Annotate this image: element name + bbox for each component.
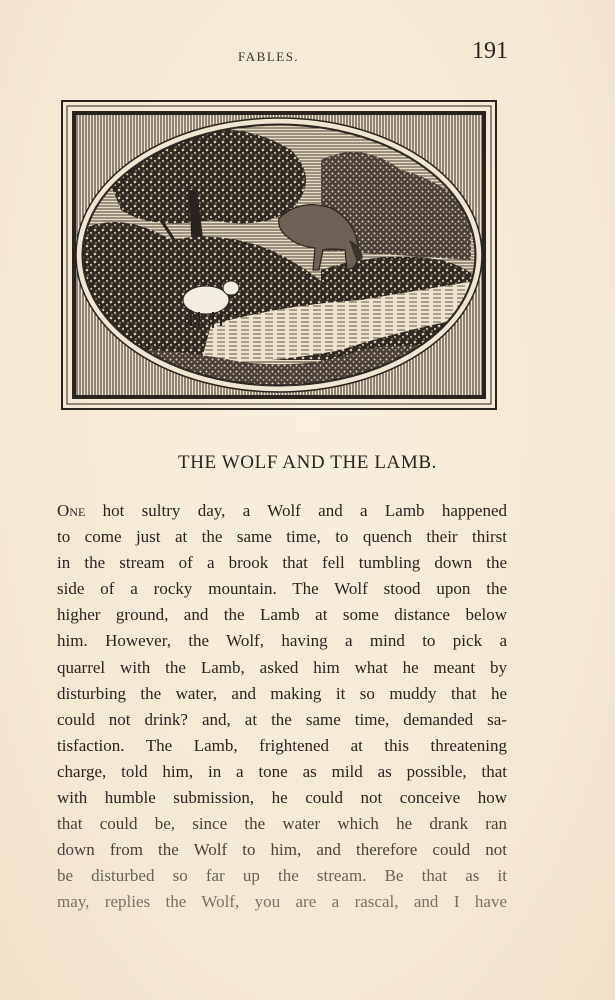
fable-line: may, replies the Wolf, you are a rascal, and I have	[57, 892, 507, 912]
fable-line: down from the Wolf to him, and therefore could not	[57, 840, 507, 860]
fable-line: with humble submission, he could not conceive how	[57, 788, 507, 808]
running-head	[0, 38, 615, 68]
fable-title: THE WOLF AND THE LAMB.	[178, 452, 437, 473]
section-title: FABLES.	[238, 49, 300, 64]
fable-line: charge, told him, in a tone as mild as possible, that	[57, 761, 507, 781]
fable-line: to come just at the same time, to quench their thirst	[57, 527, 507, 547]
fable-line: tisfaction. The Lamb, frightened at this threatening	[57, 735, 507, 755]
fable-line: side of a rocky mountain. The Wolf stood upon the	[57, 579, 507, 599]
fable-line: disturbing the water, and making it so muddy that he	[57, 683, 507, 703]
fable-line: in the stream of a brook that fell tumbling down the	[57, 553, 507, 573]
fable-line: higher ground, and the Lamb at some distance below	[57, 605, 507, 625]
engraving-svg	[61, 100, 497, 410]
fable-line: One hot sultry day, a Wolf and a Lamb happened	[57, 501, 507, 520]
fable-line: him. However, the Wolf, having a mind to pick a	[57, 631, 507, 651]
fable-line: could not drink? and, at the same time, demanded sa-	[57, 709, 507, 729]
opening-word: One	[57, 501, 86, 520]
fable-body	[57, 498, 507, 916]
fable-line: that could be, since the water which he drank ran	[57, 814, 507, 834]
fable-line: quarrel with the Lamb, asked him what he meant by	[57, 657, 507, 677]
engraving-illustration	[61, 100, 497, 410]
fable-line: be disturbed so far up the stream. Be that as it	[57, 866, 507, 886]
page-number: 191	[472, 38, 508, 64]
